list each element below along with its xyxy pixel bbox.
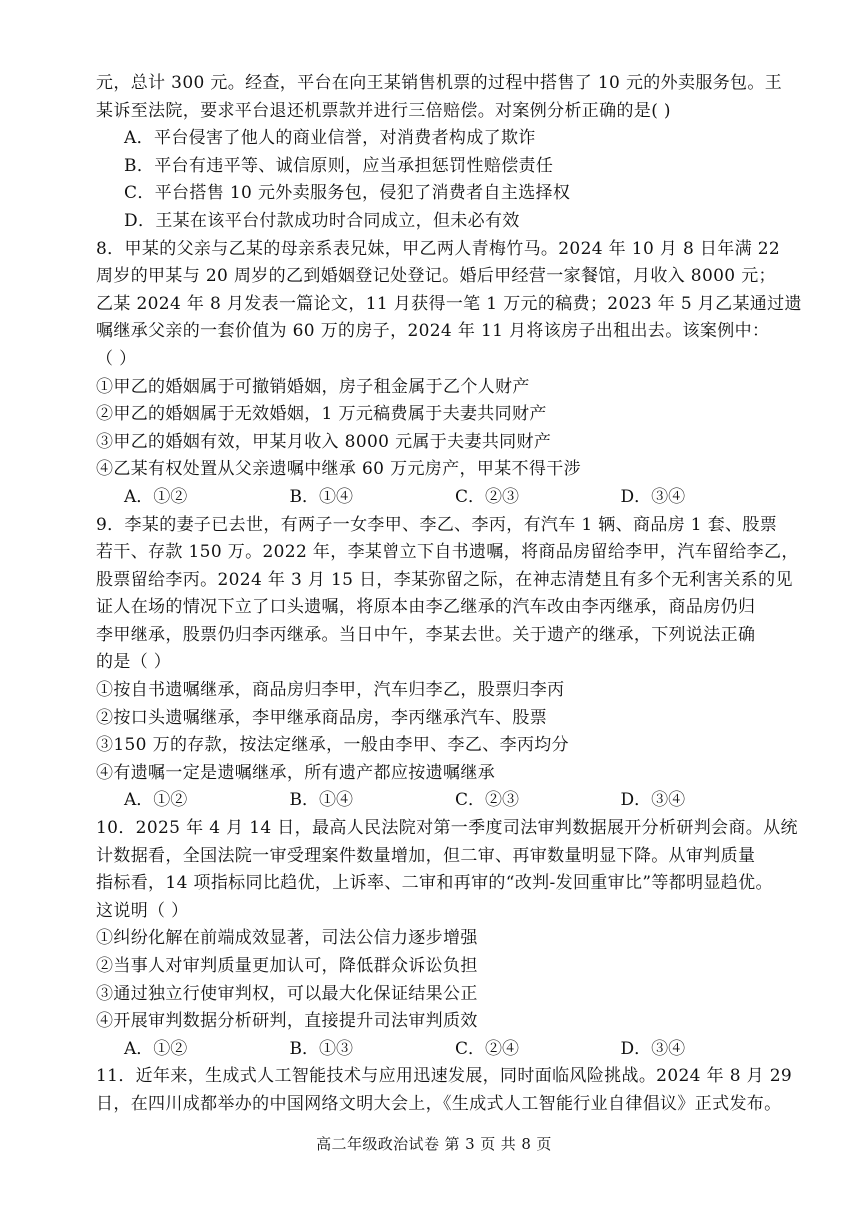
q10-statement: ①纠纷化解在前端成效显著，司法公信力逐步增强 — [96, 928, 478, 949]
q9-text-line: 9．李某的妻子已去世，有两子一女李甲、李乙、李丙，有汽车 1 辆、商品房 1 套、股票 — [96, 514, 778, 535]
q9-choice-b: B．①④ — [289, 790, 353, 811]
q10-text-line: 指标看，14 项指标同比趋优，上诉率、二审和再审的“改判-发回重审比”等都明显趋优。 — [96, 873, 773, 894]
q10-statement: ③通过独立行使审判权，可以最大化保证结果公正 — [96, 983, 478, 1004]
q9-text-line: 李甲继承，股票仍归李丙继承。当日中午，李某去世。关于遗产的继承，下列说法正确 — [96, 624, 756, 645]
q8-choice-a: A．①② — [124, 486, 188, 507]
q8-choice-c: C．②③ — [455, 486, 520, 507]
q9-text-line: 的是（ ） — [96, 652, 172, 673]
q10-text-line: 10．2025 年 4 月 14 日，最高人民法院对第一季度司法审判数据展开分析研判会商。从统 — [96, 818, 798, 839]
q7-option-d: D．王某在该平台付款成功时合同成立，但未必有效 — [124, 210, 520, 231]
q10-choice-b: B．①③ — [289, 1038, 353, 1059]
q8-text-line: 周岁的甲某与 20 周岁的乙到婚姻登记处登记。婚后甲经营一家餐馆，月收入 8000 元； — [96, 266, 776, 287]
q7-text-line: 某诉至法院，要求平台退还机票款并进行三倍赔偿。对案例分析正确的是( ) — [96, 100, 671, 121]
q9-statement: ②按口头遗嘱继承，李甲继承商品房，李丙继承汽车、股票 — [96, 707, 548, 728]
q9-statement: ④有遗嘱一定是遗嘱继承，所有遗产都应按遗嘱继承 — [96, 762, 496, 783]
q10-statement: ②当事人对审判质量更加认可，降低群众诉讼负担 — [96, 956, 478, 976]
q8-text-line: 8．甲某的父亲与乙某的母亲系表兄妹，甲乙两人青梅竹马。2024 年 10 月 8 日年满 22 — [96, 238, 781, 259]
q10-choice-a: A．①② — [124, 1038, 188, 1059]
q9-choices — [96, 787, 786, 815]
q8-statement: ④乙某有权处置从父亲遗嘱中继承 60 万元房产，甲某不得干涉 — [96, 459, 581, 480]
q10-choice-d: D．③④ — [620, 1038, 686, 1059]
q9-choice-a: A．①② — [124, 790, 188, 811]
q7-text-line: 元，总计 300 元。经查，平台在向王某销售机票的过程中搭售了 10 元的外卖服务包。王 — [96, 73, 783, 93]
q8-choice-d: D．③④ — [620, 486, 686, 507]
page-footer: 高二年级政治试卷 第 3 页 共 8 页 — [316, 1135, 552, 1153]
q9-statement: ①按自书遗嘱继承，商品房归李甲，汽车归李乙，股票归李丙 — [96, 680, 565, 701]
q8-choice-b: B．①④ — [289, 486, 353, 507]
q8-statement: ②甲乙的婚姻属于无效婚姻，1 万元稿费属于夫妻共同财产 — [96, 404, 547, 425]
q10-choices — [96, 1036, 786, 1064]
q11-text-line: 日，在四川成都举办的中国网络文明大会上，《生成式人工智能行业自律倡议》正式发布。 — [96, 1093, 782, 1114]
q8-text-line: 嘱继承父亲的一套价值为 60 万的房子，2024 年 11 月将该房子出租出去。该案例中： — [96, 321, 770, 342]
q11-text-line: 11．近年来，生成式人工智能技术与应用迅速发展，同时面临风险挑战。2024 年 8 月 29 — [96, 1066, 793, 1087]
q9-text-line: 证人在场的情况下立了口头遗嘱，将原本由李乙继承的汽车改由李丙继承，商品房仍归 — [96, 597, 756, 618]
q10-text-line: 计数据看，全国法院一审受理案件数量增加，但二审、再审数量明显下降。从审判质量 — [96, 845, 756, 866]
q8-choices — [96, 484, 786, 512]
q9-text-line: 若干、存款 150 万。2022 年，李某曾立下自书遗嘱，将商品房留给李甲，汽车留给李乙， — [96, 542, 799, 563]
q7-option-a: A．平台侵害了他人的商业信誉，对消费者构成了欺诈 — [124, 128, 536, 149]
q9-choice-c: C．②③ — [455, 790, 520, 811]
q9-statement: ③150 万的存款，按法定继承，一般由李甲、李乙、李丙均分 — [96, 735, 570, 756]
q7-option-c: C．平台搭售 10 元外卖服务包，侵犯了消费者自主选择权 — [124, 183, 571, 204]
q8-answer-blank: （ ） — [96, 348, 137, 369]
q8-text-line: 乙某 2024 年 8 月发表一篇论文，11 月获得一笔 1 万元的稿费；2023 年 5 月乙某通过遗 — [96, 293, 802, 314]
page-content — [96, 70, 802, 1119]
q10-choice-c: C．②④ — [455, 1038, 520, 1059]
q10-statement: ④开展审判数据分析研判，直接提升司法审判质效 — [96, 1011, 478, 1032]
q8-statement: ①甲乙的婚姻属于可撤销婚姻，房子租金属于乙个人财产 — [96, 376, 530, 397]
q9-text-line: 股票留给李丙。2024 年 3 月 15 日，李某弥留之际，在神志清楚且有多个无利害关系的见 — [96, 569, 793, 590]
q10-text-line: 这说明（ ） — [96, 900, 189, 921]
q9-choice-d: D．③④ — [620, 790, 686, 811]
q8-statement: ③甲乙的婚姻有效，甲某月收入 8000 元属于夫妻共同财产 — [96, 431, 552, 452]
q7-option-b: B．平台有违平等、诚信原则，应当承担惩罚性赔偿责任 — [124, 155, 554, 176]
